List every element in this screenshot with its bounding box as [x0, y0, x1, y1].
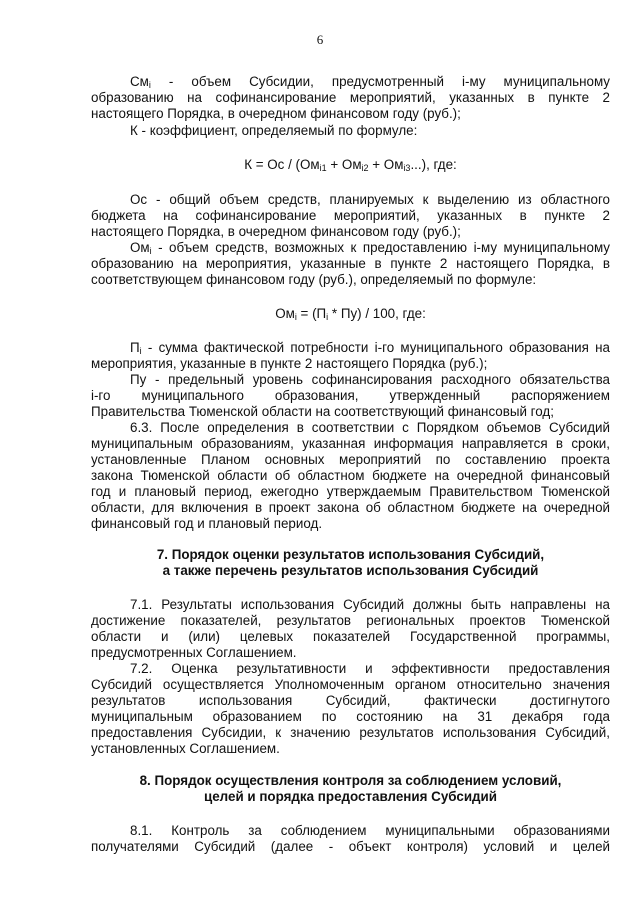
paragraph-line: 6.3. После определения в соответствии с Порядком объемов Субсидий	[130, 420, 610, 435]
section-7-heading-line-2: а также перечень результатов использования Субсидий	[162, 563, 539, 578]
formula-k: К = Ос / $(Ом_{i1} + Ом_{i2} + Ом_{i3}...)$, где:	[244, 157, 457, 173]
paragraph-line: К - коэффициент, определяемый по формуле:	[130, 123, 418, 138]
paragraph-line: области и (или) целевых показателей Государственной программы,	[91, 629, 610, 644]
section-8-heading-line-1: 8. Порядок осуществления контроля за соблюдением условий,	[139, 773, 562, 788]
page-number: 6	[316, 32, 324, 47]
paragraph-line: бюджета на софинансирование мероприятий, указанных в пункте 2	[91, 208, 610, 223]
paragraph-line: настоящего Порядка, в очередном финансовом году (руб.);	[91, 106, 461, 121]
paragraph-line: установленные Планом основных мероприятий по составлению проекта	[91, 452, 610, 467]
paragraph-line: результатов использования Субсидий, фактически достигнутого	[91, 693, 610, 708]
paragraph-line: $Cм_i$ - объем Субсидии, предусмотренный i-му муниципальному	[130, 74, 610, 90]
formula-om: $Ом_i = (П_i * Пу) / 100$, где:	[275, 306, 426, 322]
paragraph-line: достижение показателей, результатов региональных проектов Тюменской	[91, 613, 610, 628]
paragraph-line: предусмотренных Соглашением.	[91, 645, 297, 660]
section-7-heading-line-1: 7. Порядок оценки результатов использования Субсидий,	[156, 547, 545, 562]
paragraph-line: 8.1. Контроль за соблюдением муниципальными образованиями	[130, 823, 610, 838]
paragraph-line: финансовый год и плановый период.	[91, 516, 323, 531]
paragraph-line: $П_i$ - сумма фактической потребности i-го муниципального образования на	[130, 340, 610, 356]
section-8-heading-line-2: целей и порядка предоставления Субсидий	[203, 789, 498, 804]
paragraph-line: муниципальным образованиям, указанная информация направляется в сроки,	[91, 436, 610, 451]
paragraph-line: 7.1. Результаты использования Субсидий должны быть направлены на	[130, 597, 610, 612]
paragraph-line: Субсидий осуществляется Уполномоченным органом относительно значения	[91, 677, 610, 692]
paragraph-line: Правительства Тюменской области на соответствующий финансовый год;	[91, 404, 554, 419]
paragraph-line: $Ом_i$ - объем средств, возможных к предоставлению i-му муниципальному	[130, 240, 610, 256]
paragraph-line: образованию на мероприятия, указанные в пункте 2 настоящего Порядка, в	[91, 256, 610, 271]
paragraph-line: Пу - предельный уровень софинансирования расходного обязательства	[130, 372, 610, 387]
paragraph-line: i-го муниципального образования, утвержденный распоряжением	[91, 388, 610, 403]
paragraph-line: мероприятия, указанные в пункте 2 настоящего Порядка (руб.);	[91, 356, 488, 371]
paragraph-line: предоставления Субсидии, к значению результатов использования Субсидий,	[91, 725, 610, 740]
paragraph-line: образованию на софинансирование мероприятий, указанных в пункте 2	[91, 90, 610, 105]
paragraph-line: области, для включения в проект закона об областном бюджете на очередной	[91, 500, 610, 515]
paragraph-line: Ос - общий объем средств, планируемых к выделению из областного	[130, 192, 610, 207]
paragraph-line: муниципальным образованием по состоянию на 31 декабря года	[91, 709, 610, 724]
paragraph-line: настоящего Порядка, в очередном финансовом году (руб.);	[91, 224, 461, 239]
paragraph-line: 7.2. Оценка результативности и эффективности предоставления	[130, 661, 610, 676]
paragraph-line: установленных Соглашением.	[91, 741, 280, 756]
paragraph-line: закона Тюменской области об областном бюджете на очередной финансовый	[91, 468, 610, 483]
paragraph-line: год и плановый период, ежегодно утверждаемым Правительством Тюменской	[91, 484, 610, 499]
paragraph-line: соответствующем финансовом году (руб.), определяемый по формуле:	[91, 272, 537, 287]
paragraph-line: получателями Субсидий (далее - объект контроля) условий и целей	[91, 839, 610, 854]
